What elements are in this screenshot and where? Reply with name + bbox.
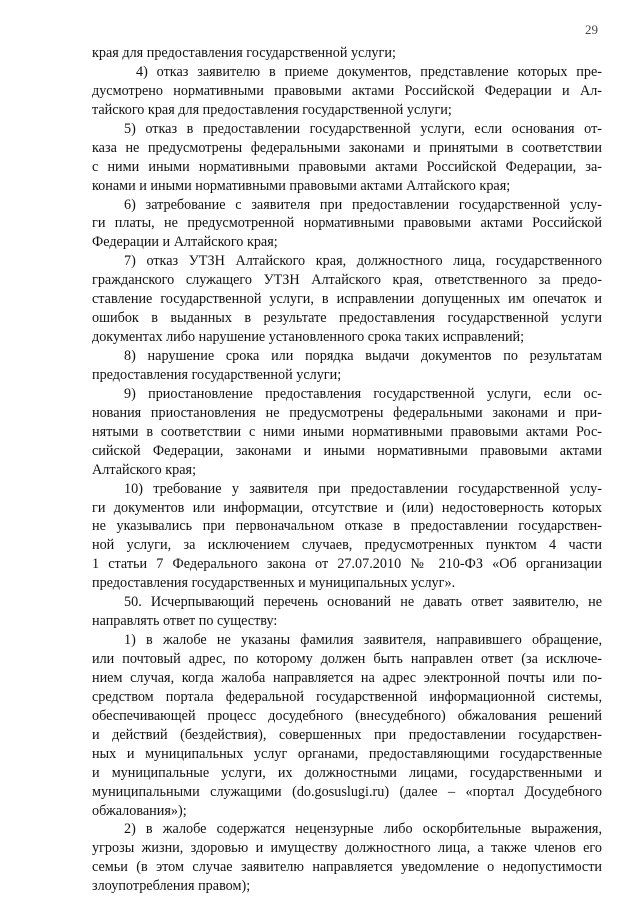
text-line: угрозы жизни, здоровью и имуществу должностного лица, а также членов его	[92, 840, 602, 857]
text-line: нования приостановления не предусмотрены федеральными законами и при-	[92, 404, 602, 421]
text-line: и муниципальные услуги, их должностными лицами, государственными и	[92, 764, 602, 781]
page-number: 29	[585, 22, 598, 37]
text-line: края для предоставления государственной услуги;	[92, 45, 396, 61]
text-line: 9) приостановление предоставления государственной услуги, если ос-	[124, 385, 602, 402]
text-line: Алтайского края;	[92, 461, 197, 478]
text-line: направлять ответ по существу:	[92, 613, 278, 630]
text-line: семьи (в этом случае заявителю направляется уведомление о недопустимости	[92, 859, 602, 876]
text-line: сийской Федерации, законами и иными нормативными правовыми актами	[92, 442, 602, 459]
text-line: гражданского служащего УТЗН Алтайского края, ответственного за предо-	[92, 272, 602, 289]
text-line: ной услуги, за исключением случаев, предусмотренных пунктом 4 части	[92, 537, 602, 554]
text-line: каза не предусмотрены федеральными законами и принятыми в соответствии	[92, 139, 602, 156]
text-line: обжалования»);	[92, 802, 187, 819]
text-line: злоупотребления правом);	[92, 878, 251, 895]
text-line: 1) в жалобе не указаны фамилия заявителя, направившего обращение,	[124, 632, 602, 649]
document-body	[92, 44, 602, 896]
text-line: 2) в жалобе содержатся нецензурные либо оскорбительные выражения,	[124, 821, 602, 838]
text-line: ги платы, не предусмотренной нормативными правовыми актами Российской	[92, 215, 602, 232]
text-line: дусмотрено нормативными правовыми актами Российской Федерации и Ал-	[92, 82, 602, 99]
text-line: средством портала федеральной государственной информационной системы,	[92, 688, 602, 705]
text-line: 7) отказ УТЗН Алтайского края, должностного лица, государственного	[124, 253, 602, 270]
text-line: муниципальными служащими (do.gosuslugi.ru) (далее – «портал Досудебного	[92, 783, 602, 800]
text-line: 1 статьи 7 Федерального закона от 27.07.2010 № 210-ФЗ «Об организации	[92, 556, 602, 573]
text-line: 10) требование у заявителя при предоставлении государственной услу-	[124, 480, 602, 497]
text-line: нием случая, когда жалоба направляется на адрес электронной почты или по-	[92, 669, 602, 686]
text-line: тайского края для предоставления государственной услуги;	[92, 101, 452, 118]
text-line: ги документов или информации, отсутствие и (или) недостоверность которых	[92, 499, 602, 516]
text-line: 5) отказ в предоставлении государственной услуги, если основания от-	[124, 120, 602, 137]
text-line: и действий (бездействия), совершенных при предоставлении государствен-	[92, 726, 602, 743]
text-line: не указывались при первоначальном отказе в предоставлении государствен-	[92, 518, 602, 535]
text-line: предоставления государственной услуги;	[92, 366, 342, 383]
text-line: ставление государственной услуги, в исправлении допущенных им опечаток и	[92, 291, 602, 308]
text-line: Федерации и Алтайского края;	[92, 234, 278, 251]
text-line: 6) затребование с заявителя при предоставлении государственной услу-	[124, 196, 602, 213]
text-line: предоставления государственных и муниципальных услуг».	[92, 575, 456, 592]
text-line: 4) отказ заявителю в приеме документов, представление которых пре-	[136, 63, 602, 80]
text-line: нятыми в соответствии с ними иными нормативными правовыми актами Рос-	[92, 423, 602, 440]
text-line: документах либо нарушение установленного срока таких исправлений;	[92, 329, 525, 346]
text-line: конами и иными нормативными правовыми актами Алтайского края;	[92, 177, 511, 194]
text-line: 50. Исчерпывающий перечень оснований не давать ответ заявителю, не	[124, 594, 602, 611]
text-line: или почтовый адрес, по которому должен быть направлен ответ (за исключе-	[92, 651, 602, 667]
text-line: ных и муниципальных услуг органами, предоставляющими государственные	[92, 745, 602, 762]
text-line: с ними иными нормативными правовыми актами Российской Федерации, за-	[92, 158, 602, 175]
text-line: ошибок в выданных в результате предоставления государственной услуги	[92, 310, 602, 327]
text-line: 8) нарушение срока или порядка выдачи документов по результатам	[124, 348, 602, 364]
text-line: обеспечивающей процесс досудебного (внесудебного) обжалования решений	[92, 707, 602, 724]
